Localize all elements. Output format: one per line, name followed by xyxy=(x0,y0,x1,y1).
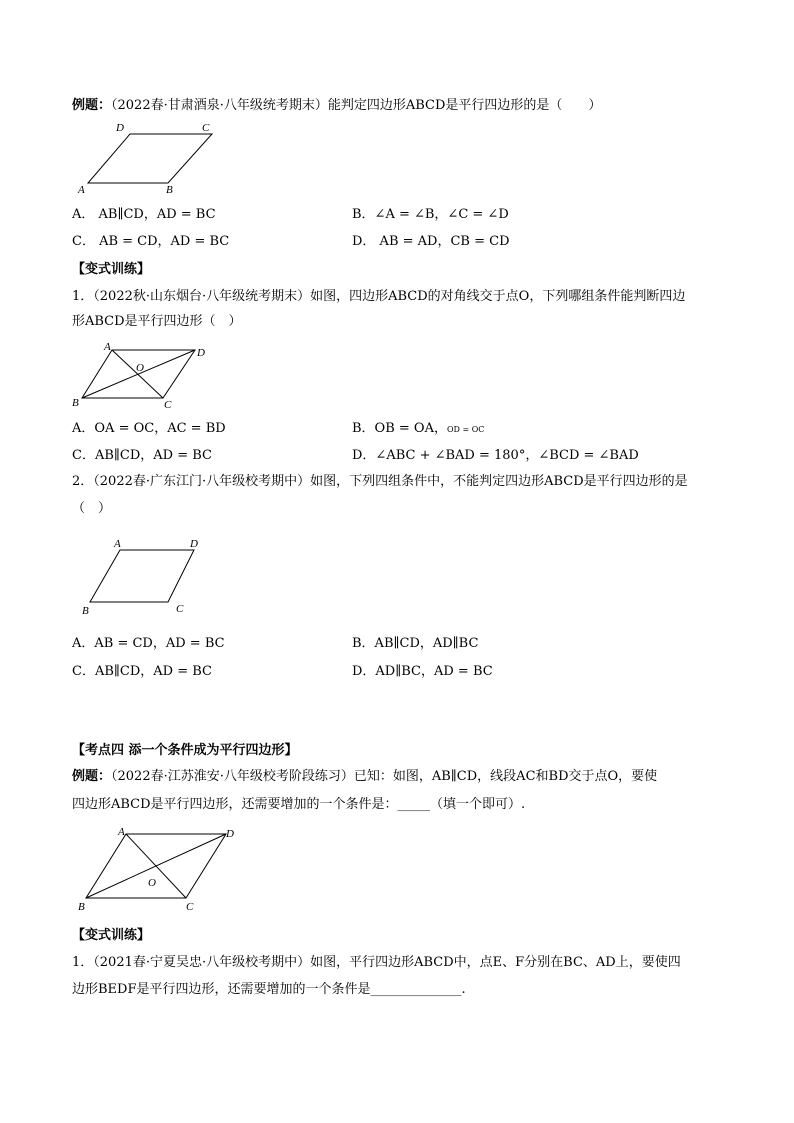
example1-option-a: A． AB∥CD，AD = BC xyxy=(72,207,216,222)
variant-training-title-2: 【变式训练】 xyxy=(72,928,151,943)
vertex-label-a: A xyxy=(78,184,85,196)
section4-example-line2: 四边形ABCD是平行四边形，还需要增加的一个条件是：_____（填一个即可）. xyxy=(72,797,526,812)
vertex-label-b: B xyxy=(78,901,85,913)
vertex-label-b: B xyxy=(72,397,79,409)
section4-figure xyxy=(74,822,244,914)
variant1-q2-option-d: D．AD∥BC，AD = BC xyxy=(352,664,493,679)
option-b-text: B．OB = OA， xyxy=(352,421,447,436)
example-label: 例题： xyxy=(72,769,112,784)
example1-option-d: D． AB = AD，CB = CD xyxy=(352,234,510,249)
vertex-label-o: O xyxy=(136,362,144,374)
example1-figure xyxy=(70,118,230,198)
vertex-label-a: A xyxy=(118,826,125,838)
diagonal-bd xyxy=(86,834,226,898)
variant2-q1-line2: 边形BEDF是平行四边形，还需要增加的一个条件是______________. xyxy=(72,982,466,997)
variant-training-title: 【变式训练】 xyxy=(72,262,151,277)
vertex-label-c: C xyxy=(202,122,210,134)
variant1-q1-line1: 1．（2022秋·山东烟台·八年级统考期末）如图，四边形ABCD的对角线交于点O，下列哪组条件能判断四边 xyxy=(72,289,686,304)
vertex-label-c: C xyxy=(176,603,184,615)
example-label: 例题： xyxy=(72,98,112,113)
vertex-label-c: C xyxy=(186,901,194,913)
example1-question xyxy=(72,97,601,115)
variant1-q2-option-a: A．AB = CD，AD = BC xyxy=(72,636,225,651)
variant1-q1-option-a: A．OA = OC，AC = BD xyxy=(72,421,226,436)
option-b-small-text: OD = OC xyxy=(446,425,485,434)
example1-option-c: C． AB = CD，AD = BC xyxy=(72,234,230,249)
parallelogram-shape xyxy=(90,550,194,602)
variant1-q1-figure xyxy=(70,340,215,412)
vertex-label-o: O xyxy=(148,877,156,889)
vertex-label-d: D xyxy=(116,122,124,134)
vertex-label-d: D xyxy=(197,347,205,359)
variant1-q2-figure xyxy=(78,536,208,618)
vertex-label-d: D xyxy=(226,828,234,840)
variant1-q2-line2: （ ） xyxy=(72,501,112,516)
section4-title: 【考点四 添一个条件成为平行四边形】 xyxy=(72,743,298,758)
variant1-q2-option-c: C．AB∥CD，AD = BC xyxy=(72,664,212,679)
variant1-q1-option-b xyxy=(352,420,484,439)
vertex-label-a: A xyxy=(104,341,111,353)
vertex-label-b: B xyxy=(82,605,89,617)
parallelogram-shape xyxy=(88,134,212,183)
diagonal-bd xyxy=(82,350,195,398)
example1-option-b: B．∠A = ∠B，∠C = ∠D xyxy=(352,207,509,222)
vertex-label-c: C xyxy=(164,399,172,411)
variant1-q1-option-d: D．∠ABC + ∠BAD = 180°，∠BCD = ∠BAD xyxy=(352,448,639,463)
vertex-label-d: D xyxy=(190,538,198,550)
variant1-q2-line1: 2．（2022春·广东江门·八年级校考期中）如图，下列四组条件中，不能判定四边形ABCD是平行四边形的是 xyxy=(72,474,688,489)
vertex-label-b: B xyxy=(166,184,173,196)
vertex-label-a: A xyxy=(114,538,121,550)
variant1-q1-option-c: C．AB∥CD，AD = BC xyxy=(72,448,212,463)
section4-example-line1 xyxy=(72,768,657,786)
variant2-q1-line1: 1．（2021春·宁夏吴忠·八年级校考期中）如图，平行四边形ABCD中，点E、F分别在BC、AD上，要使四 xyxy=(72,955,681,970)
variant1-q1-line2: 形ABCD是平行四边形（ ） xyxy=(72,314,242,329)
section4-example-text: （2022春·江苏淮安·八年级校考阶段练习）已知：如图，AB∥CD，线段AC和BD交于点O，要使 xyxy=(111,769,658,784)
example1-text: （2022春·甘肃酒泉·八年级统考期末）能判定四边形ABCD是平行四边形的是（ ） xyxy=(111,98,602,113)
variant1-q2-option-b: B．AB∥CD，AD∥BC xyxy=(352,636,479,651)
